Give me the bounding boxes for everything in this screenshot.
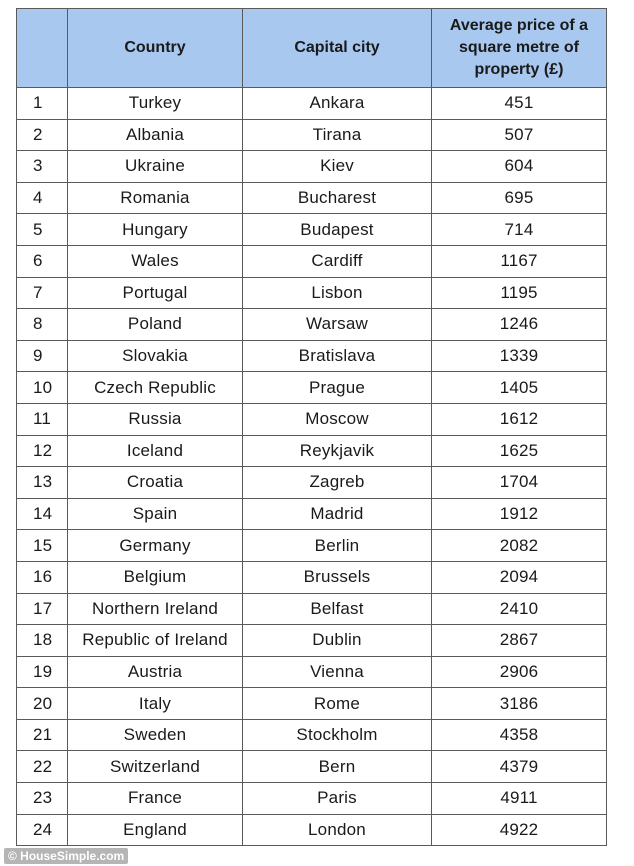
rank-cell: 11 <box>17 403 68 435</box>
table-row <box>17 561 607 593</box>
capital-city-cell: Budapest <box>243 214 432 246</box>
country-cell: Ukraine <box>68 151 243 183</box>
capital-city-cell: Lisbon <box>243 277 432 309</box>
country-cell: Russia <box>68 403 243 435</box>
table-row <box>17 182 607 214</box>
country-cell: Northern Ireland <box>68 593 243 625</box>
table-row <box>17 119 607 151</box>
country-cell: Slovakia <box>68 340 243 372</box>
price-cell: 1704 <box>432 467 607 499</box>
table-row <box>17 277 607 309</box>
price-cell: 604 <box>432 151 607 183</box>
header-rank <box>17 9 68 88</box>
price-cell: 1167 <box>432 245 607 277</box>
capital-city-cell: Madrid <box>243 498 432 530</box>
rank-cell: 10 <box>17 372 68 404</box>
price-cell: 4911 <box>432 783 607 815</box>
rank-cell: 6 <box>17 245 68 277</box>
rank-cell: 17 <box>17 593 68 625</box>
rank-cell: 23 <box>17 783 68 815</box>
capital-city-cell: Moscow <box>243 403 432 435</box>
rank-cell: 19 <box>17 656 68 688</box>
country-cell: Switzerland <box>68 751 243 783</box>
property-price-table <box>16 8 607 846</box>
country-cell: Iceland <box>68 435 243 467</box>
housesimple-watermark: © HouseSimple.com <box>4 848 128 864</box>
capital-city-cell: Tirana <box>243 119 432 151</box>
country-cell: Spain <box>68 498 243 530</box>
country-cell: Sweden <box>68 719 243 751</box>
price-cell: 1625 <box>432 435 607 467</box>
rank-cell: 20 <box>17 688 68 720</box>
price-table-container <box>16 8 607 846</box>
table-row <box>17 656 607 688</box>
table-row <box>17 530 607 562</box>
capital-city-cell: Dublin <box>243 625 432 657</box>
country-cell: Republic of Ireland <box>68 625 243 657</box>
rank-cell: 13 <box>17 467 68 499</box>
price-cell: 4358 <box>432 719 607 751</box>
table-row <box>17 783 607 815</box>
rank-cell: 12 <box>17 435 68 467</box>
table-row <box>17 751 607 783</box>
price-cell: 1612 <box>432 403 607 435</box>
rank-cell: 7 <box>17 277 68 309</box>
header-country: Country <box>68 9 243 88</box>
table-row <box>17 719 607 751</box>
country-cell: Wales <box>68 245 243 277</box>
capital-city-cell: Warsaw <box>243 309 432 341</box>
capital-city-cell: Belfast <box>243 593 432 625</box>
rank-cell: 3 <box>17 151 68 183</box>
price-cell: 2867 <box>432 625 607 657</box>
price-cell: 4922 <box>432 814 607 846</box>
price-cell: 1912 <box>432 498 607 530</box>
table-body <box>17 88 607 846</box>
table-row <box>17 498 607 530</box>
country-cell: Belgium <box>68 561 243 593</box>
price-cell: 695 <box>432 182 607 214</box>
table-row <box>17 814 607 846</box>
header-capital-city: Capital city <box>243 9 432 88</box>
country-cell: Turkey <box>68 88 243 120</box>
capital-city-cell: Brussels <box>243 561 432 593</box>
rank-cell: 5 <box>17 214 68 246</box>
country-cell: Portugal <box>68 277 243 309</box>
price-cell: 1339 <box>432 340 607 372</box>
rank-cell: 16 <box>17 561 68 593</box>
table-row <box>17 88 607 120</box>
capital-city-cell: Prague <box>243 372 432 404</box>
price-cell: 4379 <box>432 751 607 783</box>
rank-cell: 21 <box>17 719 68 751</box>
capital-city-cell: Zagreb <box>243 467 432 499</box>
rank-cell: 24 <box>17 814 68 846</box>
table-row <box>17 625 607 657</box>
rank-cell: 2 <box>17 119 68 151</box>
country-cell: Albania <box>68 119 243 151</box>
table-row <box>17 403 607 435</box>
rank-cell: 4 <box>17 182 68 214</box>
table-row <box>17 372 607 404</box>
country-cell: Romania <box>68 182 243 214</box>
header-average-price: Average price of a square metre of property (£) <box>432 9 607 88</box>
rank-cell: 18 <box>17 625 68 657</box>
country-cell: Croatia <box>68 467 243 499</box>
capital-city-cell: Rome <box>243 688 432 720</box>
capital-city-cell: London <box>243 814 432 846</box>
country-cell: Austria <box>68 656 243 688</box>
price-cell: 507 <box>432 119 607 151</box>
table-header-row <box>17 9 607 88</box>
rank-cell: 9 <box>17 340 68 372</box>
country-cell: Italy <box>68 688 243 720</box>
capital-city-cell: Reykjavik <box>243 435 432 467</box>
country-cell: Germany <box>68 530 243 562</box>
country-cell: Poland <box>68 309 243 341</box>
capital-city-cell: Bucharest <box>243 182 432 214</box>
table-row <box>17 214 607 246</box>
capital-city-cell: Bratislava <box>243 340 432 372</box>
price-cell: 3186 <box>432 688 607 720</box>
price-cell: 2410 <box>432 593 607 625</box>
capital-city-cell: Cardiff <box>243 245 432 277</box>
rank-cell: 15 <box>17 530 68 562</box>
country-cell: Hungary <box>68 214 243 246</box>
capital-city-cell: Bern <box>243 751 432 783</box>
table-row <box>17 467 607 499</box>
rank-cell: 1 <box>17 88 68 120</box>
table-row <box>17 593 607 625</box>
price-cell: 2082 <box>432 530 607 562</box>
rank-cell: 22 <box>17 751 68 783</box>
price-cell: 1405 <box>432 372 607 404</box>
price-cell: 714 <box>432 214 607 246</box>
price-cell: 451 <box>432 88 607 120</box>
capital-city-cell: Stockholm <box>243 719 432 751</box>
capital-city-cell: Berlin <box>243 530 432 562</box>
rank-cell: 14 <box>17 498 68 530</box>
price-cell: 1246 <box>432 309 607 341</box>
table-row <box>17 245 607 277</box>
price-cell: 2094 <box>432 561 607 593</box>
country-cell: France <box>68 783 243 815</box>
country-cell: Czech Republic <box>68 372 243 404</box>
price-cell: 2906 <box>432 656 607 688</box>
capital-city-cell: Vienna <box>243 656 432 688</box>
capital-city-cell: Paris <box>243 783 432 815</box>
capital-city-cell: Kiev <box>243 151 432 183</box>
table-row <box>17 309 607 341</box>
capital-city-cell: Ankara <box>243 88 432 120</box>
table-row <box>17 435 607 467</box>
price-cell: 1195 <box>432 277 607 309</box>
table-row <box>17 340 607 372</box>
table-row <box>17 688 607 720</box>
country-cell: England <box>68 814 243 846</box>
table-row <box>17 151 607 183</box>
rank-cell: 8 <box>17 309 68 341</box>
